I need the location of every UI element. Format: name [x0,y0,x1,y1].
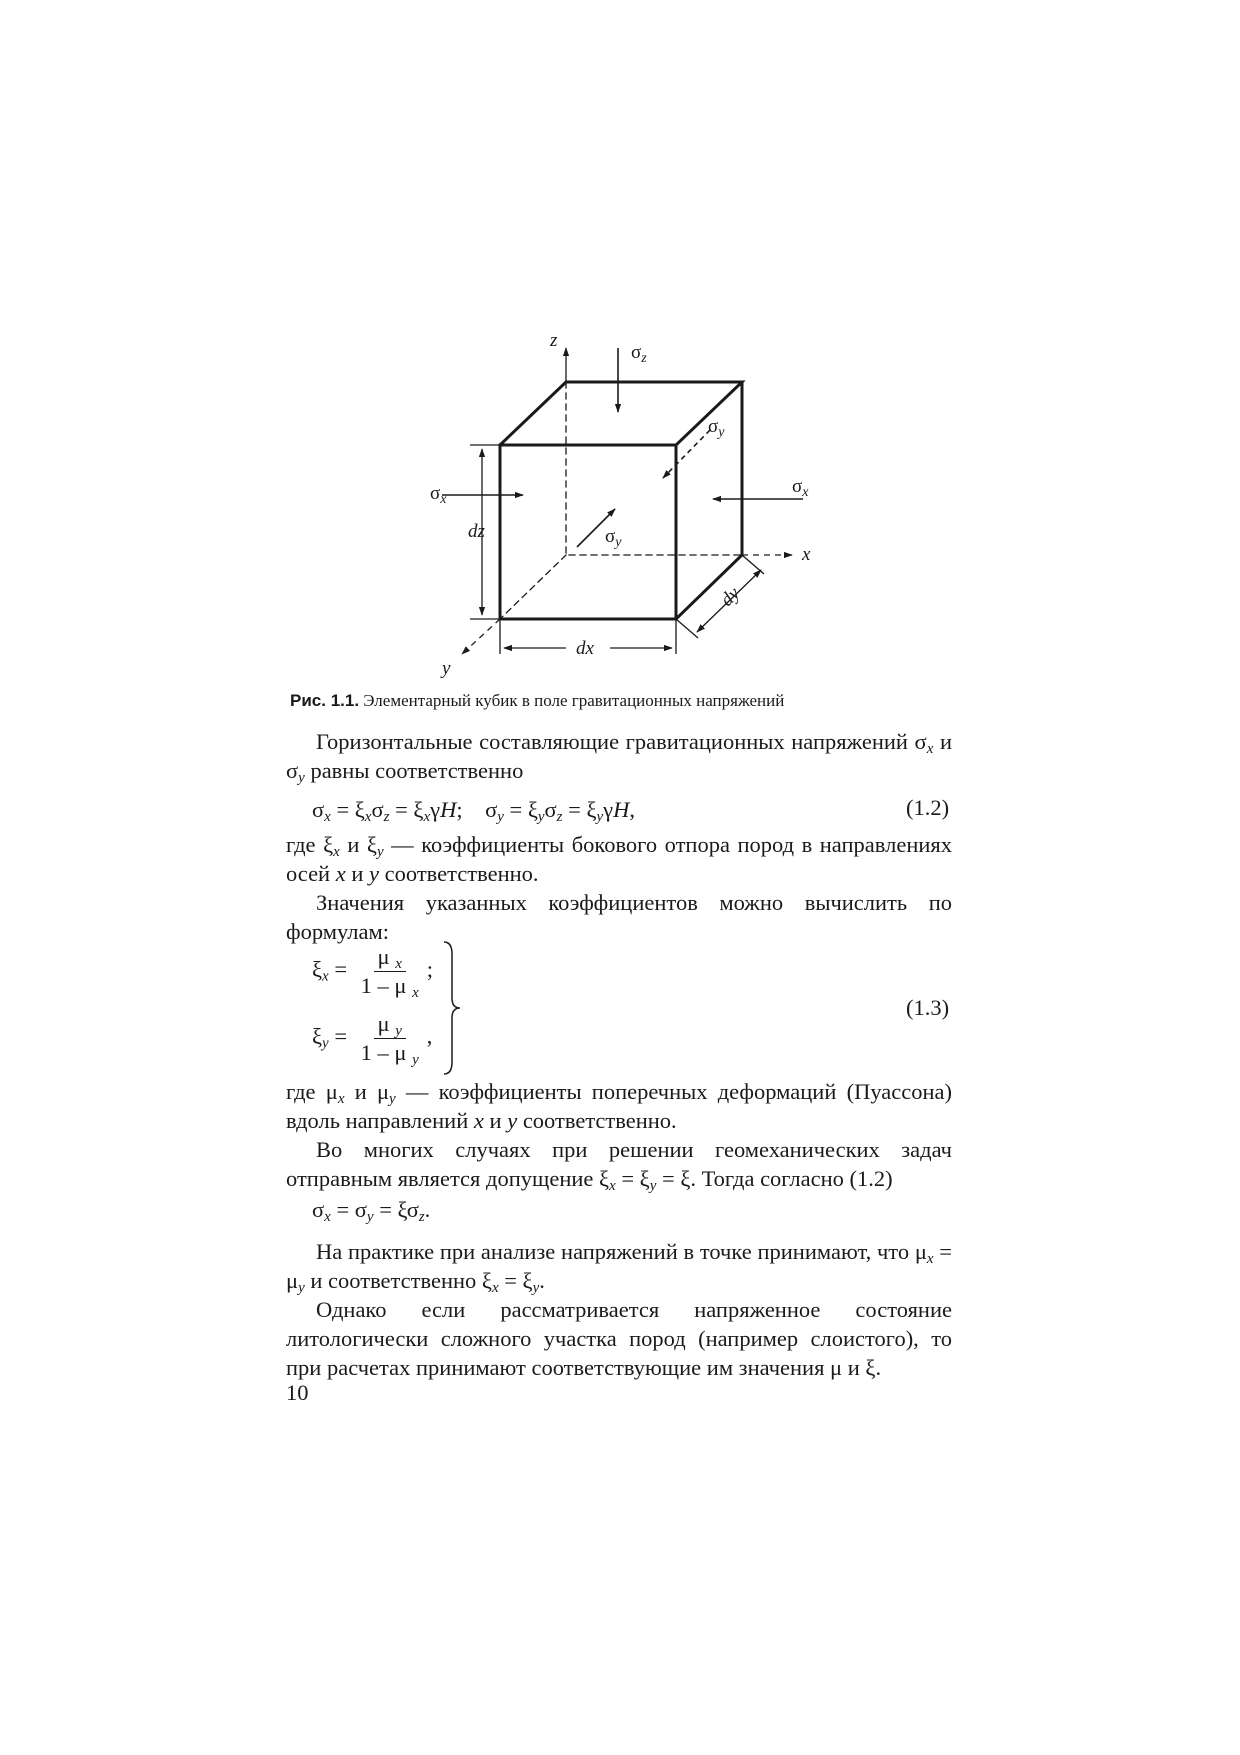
paragraph-5: Во многих случаях при решении геомеханических задач отправным является допущение $\xi_x = \xi_y = \xi$. Тогда согласно (1.2) [286,1137,952,1194]
sigma-x-left-label: $\sigma_x$ [430,483,447,507]
dy-label: dy [716,583,745,611]
equation-1-3-brace [440,940,464,1076]
equation-number-1-3: (1.3) [906,995,950,1020]
dy-tick-front [676,619,698,638]
paragraph-1: Горизонтальные составляющие гравитационных напряжений $\sigma_x$ и $\sigma_y$ равны соответственно [286,729,953,786]
caption-label: Рис. 1.1. [290,691,360,710]
paragraph-2: где $\xi_x$ и $\xi_y$ — коэффициенты бокового отпора пород в направлениях осей x и y соответственно. Значения указанных коэффициентов можно вычислить по формулам: [286,832,952,944]
sigma-y-top-arrow [663,430,710,478]
axis-y-label: y [442,658,451,679]
paragraph-4: где $\mu_x$ и $\mu_y$ — коэффициенты поперечных деформаций (Пуассона) вдоль направлений x и y соответственно. Во многих случаях при решении геомеханических задач отправным является допущение $\xi_x = \xi_y = \xi$. Тогда согласно (1.2) [286,1079,952,1194]
paragraph-7: Однако если рассматривается напряженное состояние литологически сложного участка пород (например слоистого), то при расчетах принимают соответствующие им значения μ и ξ. [286,1297,952,1380]
sigma-z-label: $\sigma_z$ [631,342,647,366]
cube-stress-figure [0,0,1240,700]
dx-label: dx [576,638,594,659]
page-number: 10 [286,1380,309,1405]
paragraph-6: На практике при анализе напряжений в точке принимают, что $\mu_x = \mu_y$ и соответственно $\xi_x = \xi_y$. Однако если рассматривается напряженное состояние литологически сложного участка пород (например слоистого), то при расчетах принимают соответствующие им значения μ и ξ. [286,1239,952,1380]
sigma-y-center-label: $\sigma_y$ [605,526,622,550]
figure-caption [290,690,990,712]
axis-z-label: z [550,330,558,351]
dz-label: dz [468,521,485,542]
equation-1-3-x: $\xi_x$ = $\frac{\mu _x}{1 - \mu _x}$ ; [312,944,434,1001]
y-axis [462,619,500,654]
equation-number-1-2: (1.2) [906,795,950,820]
caption-text: Элементарный кубик в поле гравитационных напряжений [363,691,785,710]
equation-sigma-equal: $\sigma_x = \sigma_y = \xi\sigma_z$. [312,1197,431,1225]
equation-1-2: $\sigma_x = \xi_x\sigma_z = \xi_x\gamma H$; $\sigma_y = \xi_y\sigma_z = \xi_y\gamma H$, [312,797,635,825]
axis-x-label: x [802,544,811,565]
cube-top-edges [500,382,742,445]
sigma-y-top-label: $\sigma_y$ [708,416,725,440]
sigma-x-right-label: $\sigma_x$ [792,476,809,500]
equation-1-3-y: $\xi_y$ = $\frac{\mu _y}{1 - \mu _y}$ , [312,1011,433,1068]
paragraph-3: Значения указанных коэффициентов можно вычислить по формулам: [286,890,952,944]
